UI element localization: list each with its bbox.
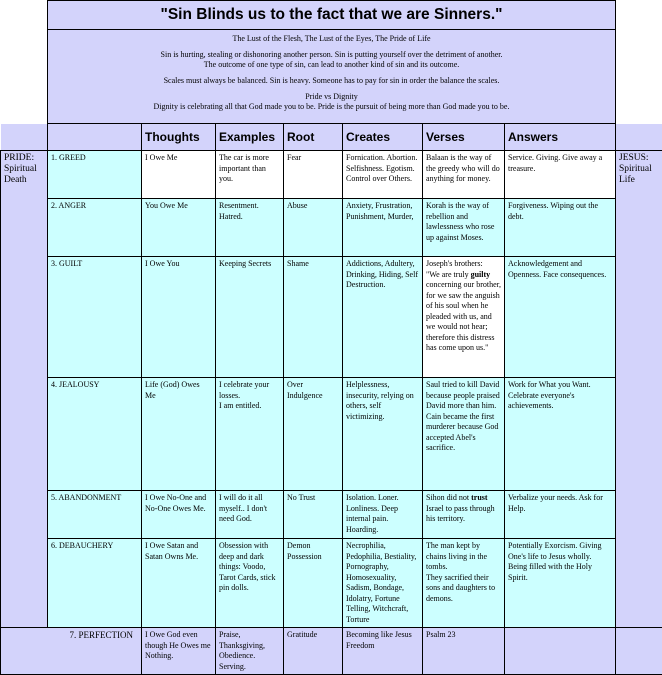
sin-name: 3. GUILT <box>48 257 142 378</box>
thoughts-cell: I Owe Me <box>142 151 216 199</box>
intro-line-definition: Sin is hurting, stealing or dishonoring another person. Sin is putting yourself over the detriment of another. <box>161 50 503 59</box>
creates-cell: Helplessness, insecurity, relying on others, self victimizing. <box>343 378 423 491</box>
root-cell: Abuse <box>284 199 343 257</box>
intro-block <box>48 30 616 124</box>
page-title: "Sin Blinds us to the fact that we are Sinners." <box>48 1 616 30</box>
root-cell: Gratitude <box>284 628 343 675</box>
creates-cell: Necrophilia, Pedophilia, Bestiality, Pornography, Homosexuality, Sadism, Bondage, Idolatry, Fortune Telling, Witchcraft, Torture <box>343 539 423 628</box>
header-creates: Creates <box>343 124 423 151</box>
root-cell: Over Indulgence <box>284 378 343 491</box>
sin-name: 7. PERFECTION <box>1 628 142 675</box>
thoughts-cell: You Owe Me <box>142 199 216 257</box>
verses-cell: Psalm 23 <box>423 628 505 675</box>
sin-name: 6. DEBAUCHERY <box>48 539 142 628</box>
right-label: JESUS: Spiritual Life <box>616 151 662 628</box>
column-header-row <box>1 124 662 151</box>
answers-cell: Acknowledgement and Openness. Face consequences. <box>505 257 616 378</box>
examples-cell: Obsession with deep and dark things: Voodo, Tarot Cards, stick pin dolls. <box>216 539 284 628</box>
verses-cell: Korah is the way of rebellion and lawlessness who rose up against Moses. <box>423 199 505 257</box>
header-examples: Examples <box>216 124 284 151</box>
table-row <box>1 491 662 539</box>
root-cell: Shame <box>284 257 343 378</box>
creates-cell: Becoming like Jesus Freedom <box>343 628 423 675</box>
answers-cell: Service. Giving. Give away a treasure. <box>505 151 616 199</box>
intro-line-lusts: The Lust of the Flesh, The Lust of the Eyes, The Pride of Life <box>51 34 612 44</box>
thoughts-cell: I Owe Satan and Satan Owns Me. <box>142 539 216 628</box>
verses-cell: Joseph's brothers: "We are truly guilty concerning our brother, for we saw the anguish of his soul when he pleaded with us, and we would not hear; therefore this distress has come upon us." <box>423 257 505 378</box>
answers-cell: Work for What you Want. Celebrate everyone's achievements. <box>505 378 616 491</box>
thoughts-cell: I Owe No-One and No-One Owes Me. <box>142 491 216 539</box>
sin-name: 2. ANGER <box>48 199 142 257</box>
creates-cell: Addictions, Adultery, Drinking, Hiding, Self Destruction. <box>343 257 423 378</box>
intro-line-outcome: The outcome of one type of sin, can lead to another kind of sin and its outcome. <box>204 60 460 69</box>
table-row <box>1 539 662 628</box>
intro-line-dignity: Dignity is celebrating all that God made you to be. Pride is the pursuit of being more than God made you to be. <box>154 102 510 111</box>
examples-cell: Praise, Thanksgiving, Obedience. Serving. <box>216 628 284 675</box>
answers-cell <box>505 628 616 675</box>
table-row <box>1 628 662 675</box>
verses-cell: Balaan is the way of the greedy who will do anything for money. <box>423 151 505 199</box>
verses-cell: Saul tried to kill David because people praised David more than him. Cain became the first murderer because God accepted Abel's sacrifice. <box>423 378 505 491</box>
verses-cell: The man kept by chains living in the tombs. They sacrified their sons and daughters to demons. <box>423 539 505 628</box>
answers-cell: Potentially Exorcism. Giving One's life to Jesus wholly. Being filled with the Holy Spirit. <box>505 539 616 628</box>
verses-cell: Sihon did not trust Israel to pass through his territory. <box>423 491 505 539</box>
root-cell: Demon Possession <box>284 539 343 628</box>
sin-name: 1. GREED <box>48 151 142 199</box>
examples-cell: Resentment. Hatred. <box>216 199 284 257</box>
answers-cell: Verbalize your needs. Ask for Help. <box>505 491 616 539</box>
examples-cell: The car is more important than you. <box>216 151 284 199</box>
sin-name: 5. ABANDONMENT <box>48 491 142 539</box>
creates-cell: Fornication. Abortion. Selfishness. Egotism. Control over Others. <box>343 151 423 199</box>
thoughts-cell: I Owe You <box>142 257 216 378</box>
table-row <box>1 257 662 378</box>
examples-cell: I will do it all myself.. I don't need God. <box>216 491 284 539</box>
creates-cell: Isolation. Loner. Lonliness. Deep internal pain. Hoarding. <box>343 491 423 539</box>
root-cell: Fear <box>284 151 343 199</box>
table-row <box>1 199 662 257</box>
header-answers: Answers <box>505 124 616 151</box>
intro-line-scales: Scales must always be balanced. Sin is heavy. Someone has to pay for sin in order the balance the scales. <box>51 76 612 86</box>
examples-cell: Keeping Secrets <box>216 257 284 378</box>
creates-cell: Anxiety, Frustration, Punishment, Murder, <box>343 199 423 257</box>
thoughts-cell: Life (God) Owes Me <box>142 378 216 491</box>
table-row <box>1 151 662 199</box>
intro-line-pride-vs-dignity: Pride vs Dignity <box>305 92 357 101</box>
thoughts-cell: I Owe God even though He Owes me Nothing. <box>142 628 216 675</box>
header-thoughts: Thoughts <box>142 124 216 151</box>
header-verses: Verses <box>423 124 505 151</box>
root-cell: No Trust <box>284 491 343 539</box>
examples-cell: I celebrate your losses. I am entitled. <box>216 378 284 491</box>
table-row <box>1 378 662 491</box>
sin-name: 4. JEALOUSY <box>48 378 142 491</box>
answers-cell: Forgiveness. Wiping out the debt. <box>505 199 616 257</box>
header-root: Root <box>284 124 343 151</box>
left-label: PRIDE: Spiritual Death <box>1 151 48 628</box>
